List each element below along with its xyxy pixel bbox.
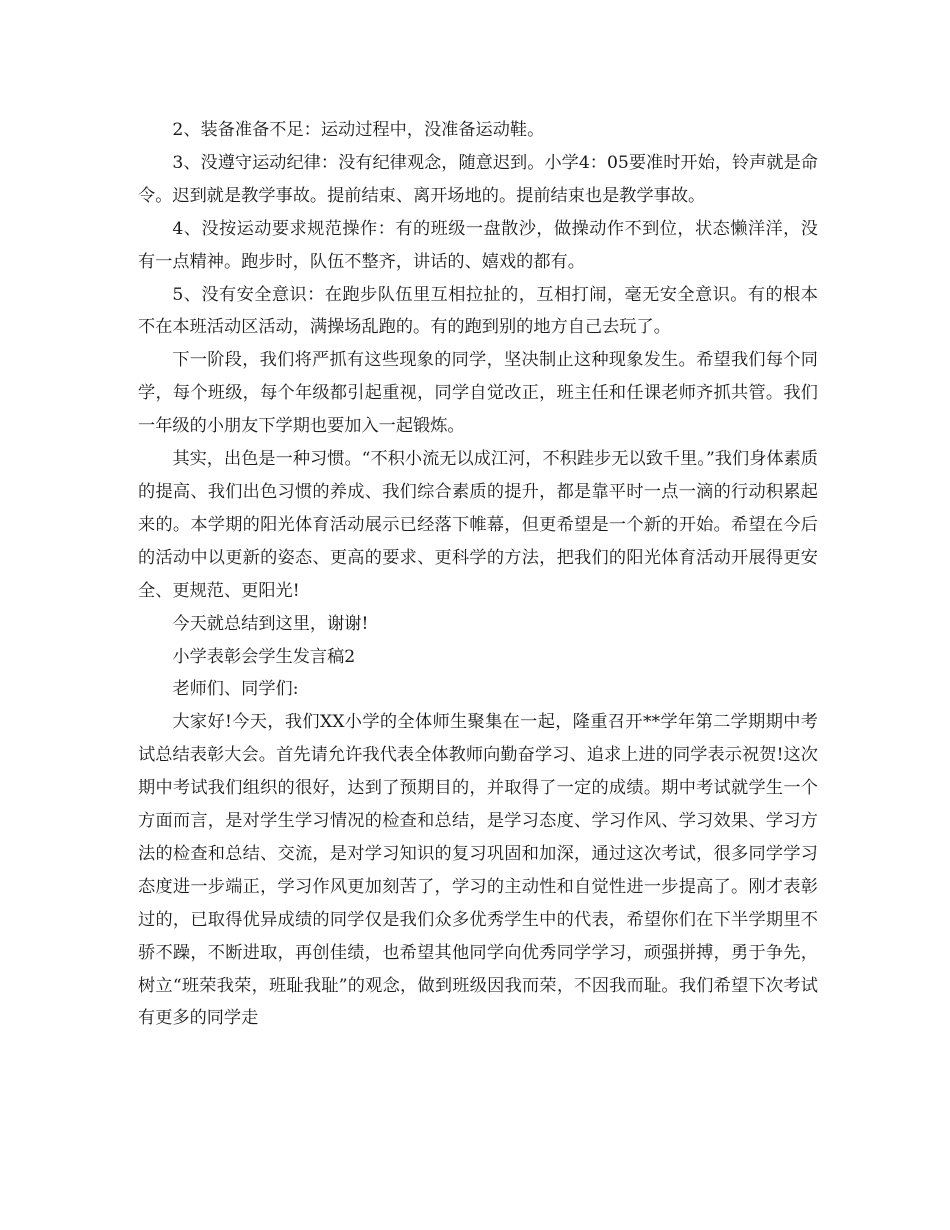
paragraph-operation: 4、没按运动要求规范操作：有的班级一盘散沙，做操动作不到位，状态懒洋洋，没有一点精神。跑步时，队伍不整齐，讲话的、嬉戏的都有。 xyxy=(138,218,818,272)
paragraph-habit: 其实，出色是一种习惯。“不积小流无以成江河，不积跬步无以致千里。”我们身体素质的提高、我们出色习惯的养成、我们综合素质的提升，都是靠平时一点一滴的行动积累起来的。本学期的阳光体育活动展示已经落下帷幕，但更希望是一个新的开始。希望在今后的活动中以更新的姿态、更高的要求、更科学的方法，把我们的阳光体育活动开展得更安全、更规范、更阳光! xyxy=(138,449,818,601)
salutation: 老师们、同学们: xyxy=(172,679,299,700)
paragraph-closing: 今天就总结到这里，谢谢! xyxy=(172,613,369,634)
paragraph-safety: 5、没有安全意识：在跑步队伍里互相拉扯的，互相打闹，毫无安全意识。有的根本不在本班活动区活动，满操场乱跑的。有的跑到别的地方自己去玩了。 xyxy=(138,284,818,338)
section-title: 小学表彰会学生发言稿2 xyxy=(172,646,356,667)
paragraph-equipment: 2、装备准备不足：运动过程中，没准备运动鞋。 xyxy=(172,120,545,140)
paragraph-next-stage: 下一阶段，我们将严抓有这些现象的同学，坚决制止这种现象发生。希望我们每个同学，每个班级，每个年级都引起重视，同学自觉改正，班主任和任课老师齐抓共管。我们一年级的小朋友下学期也要加入一起锻炼。 xyxy=(138,350,818,437)
document-body xyxy=(138,114,818,1035)
paragraph-speech: 大家好!今天，我们XX小学的全体师生聚集在一起，隆重召开**学年第二学期期中考试总结表彰大会。首先请允许我代表全体教师向勤奋学习、追求上进的同学表示祝贺!这次期中考试我们组织的很好，达到了预期目的，并取得了一定的成绩。期中考试就学生一个方面而言，是对学生学习情况的检查和总结，是学习态度、学习作风、学习效果、学习方法的检查和总结、交流，是对学习知识的复习巩固和加深，通过这次考试，很多同学学习态度进一步端正，学习作风更加刻苦了，学习的主动性和自觉性进一步提高了。刚才表彰过的，已取得优异成绩的同学仅是我们众多优秀学生中的代表，希望你们在下半学期里不骄不躁，不断进取，再创佳绩，也希望其他同学向优秀同学学习，顽强拼搏，勇于争先，树立“班荣我荣，班耻我耻”的观念，做到班级因我而荣，不因我而耻。我们希望下次考试有更多的同学走 xyxy=(138,712,818,1029)
paragraph-discipline: 3、没遵守运动纪律：没有纪律观念，随意迟到。小学4：05要准时开始，铃声就是命令。迟到就是教学事故。提前结束、离开场地的。提前结束也是教学事故。 xyxy=(138,152,818,206)
